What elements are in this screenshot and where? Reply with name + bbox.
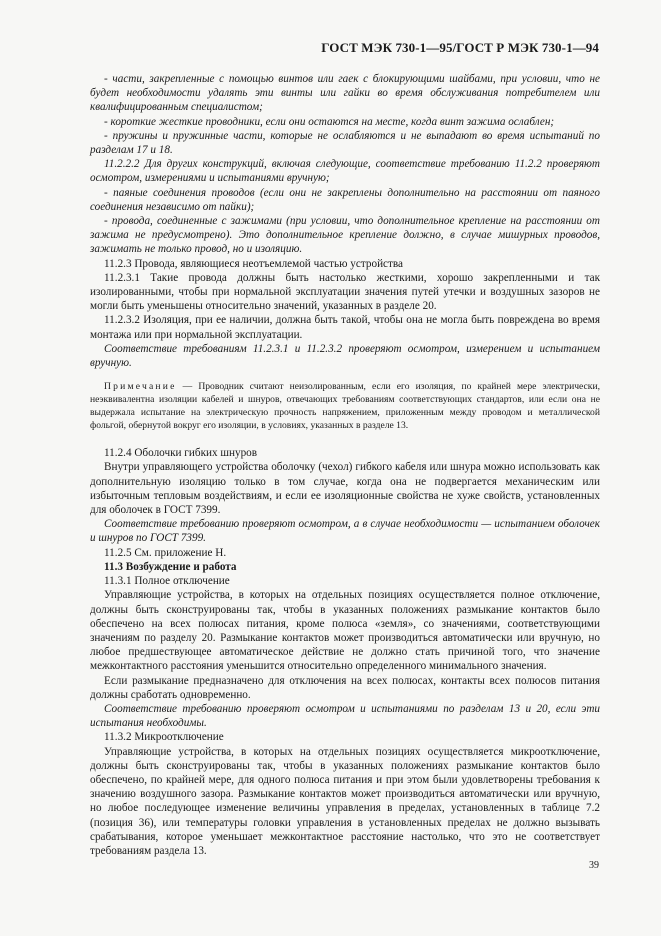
paragraph: - части, закрепленные с помощью винтов или гаек с блокирующими шайбами, при условии, что не будет необходимости удалять эти винты или гайки во время обслуживания потребителем или квалифицированным специалистом; <box>90 73 600 114</box>
paragraph: Соответствие требованиям 11.2.3.1 и 11.2.3.2 проверяют осмотром, измерением и испытанием вручную. <box>90 342 600 370</box>
note-label: Примечание <box>104 381 177 393</box>
paragraph: Если размыкание предназначено для отключения на всех полюсах, контакты всех полюсов питания должны сработать одновременно. <box>90 674 600 701</box>
paragraph: Управляющие устройства, в которых на отдельных позициях осуществляется полное отключение, должны быть сконструированы так, чтобы в указанных положениях размыкание контактов было обеспечено на всех полюсах питания, кроме полюса «земля», со значениями, соответствующими значениям по разделу 20. Размыкание контактов может производиться автоматически или вручную, но любое предшествующее автоматическое действие не должно стать причиной того, что значение межконтактного расстояния уменьшится относительно определенного минимального значения. <box>90 589 600 673</box>
paragraph: - паяные соединения проводов (если они не закреплены дополнительно на расстоянии от паяного соединения независимо от пайки); <box>90 186 600 213</box>
paragraph: Внутри управляющего устройства оболочку (чехол) гибкого кабеля или шнура можно использовать как дополнительную изоляцию только в том случае, когда она не подвергается механическим или избыточным тепловым воздействиям, и если ее изоляционные свойства не хуже свойств, установленных для оболочек в ГОСТ 7399. <box>90 461 600 517</box>
section-heading-bold: 11.3 Возбуждение и работа <box>104 560 237 573</box>
paragraph: 11.2.3.2 Изоляция, при ее наличии, должна быть такой, чтобы она не могла быть повреждена во время монтажа или при нормальной эксплуатации. <box>90 314 600 341</box>
page-body <box>90 72 600 858</box>
section-heading: 11.2.3 Провода, являющиеся неотъемлемой частью устройства <box>104 257 404 270</box>
paragraph: - короткие жесткие проводники, если они остаются на месте, когда винт зажима ослаблен; <box>104 115 555 128</box>
section-heading: 11.2.4 Оболочки гибких шнуров <box>104 447 258 460</box>
paragraph: 11.2.5 См. приложение Н. <box>104 546 227 559</box>
page-number: 39 <box>589 860 599 871</box>
paragraph: 11.2.2.2 Для других конструкций, включая следующие, соответствие требованию 11.2.2 проверяют осмотром, измерениями и испытаниями вручную; <box>90 158 600 185</box>
note <box>90 380 600 432</box>
section-heading: 11.3.1 Полное отключение <box>104 575 230 588</box>
page-header: ГОСТ МЭК 730-1—95/ГОСТ Р МЭК 730-1—94 <box>321 40 599 55</box>
paragraph: Соответствие требованию проверяют осмотром, а в случае необходимости — испытанием оболочек и шнуров по ГОСТ 7399. <box>90 518 600 545</box>
paragraph: Управляющие устройства, в которых на отдельных позициях осуществляется микроотключение, должны быть сконструированы так, чтобы в указанных положениях размыкание контактов было обеспечено, по крайней мере, для одного полюса питания и при этом были удовлетворены требования к значению воздушного зазора. Размыкание контактов может производиться автоматически или вручную, но любое последующее изменение величины управления в пределах, установленных в таблице 7.2 (позиция 36), или температуры головки управления в установленных пределах не должно вызывать срабатывания, которое уменьшает межконтактное расстояние настолько, что это не соответствует требованиям раздела 13. <box>90 745 600 857</box>
section-heading: 11.3.2 Микроотключение <box>104 731 224 744</box>
paragraph: Соответствие требованию проверяют осмотром и испытаниями по разделам 13 и 20, если эти испытания необходимы. <box>90 702 600 730</box>
paragraph: - провода, соединенные с зажимами (при условии, что дополнительное крепление на расстоянии от зажима не предусмотрено). Это дополнительное крепление должно, в случае мишурных проводов, зажимать не только провод, но и изоляцию. <box>90 215 600 256</box>
paragraph: 11.2.3.1 Такие провода должны быть настолько жесткими, хорошо закрепленными и так изолированными, чтобы при нормальной эксплуатации значения путей утечки и воздушных зазоров не могли быть уменьшены относительно значений, указанных в разделе 20. <box>90 271 600 313</box>
paragraph: - пружины и пружинные части, которые не ослабляются и не выпадают во время испытаний по разделам 17 и 18. <box>90 129 600 157</box>
note-text: — Проводник считают неизолированным, если его изоляция, по крайней мере электрически, неэквивалентна изоляции кабелей и шнуров, отвечающих требованиям соответствующих стандартов, или если она не выдержала испытание на электрическую прочность напряжением, приложенным между проводом и металлической фольгой, обернутой вокруг его изоляции, в условиях, указанных в разделе 13. <box>90 381 600 432</box>
